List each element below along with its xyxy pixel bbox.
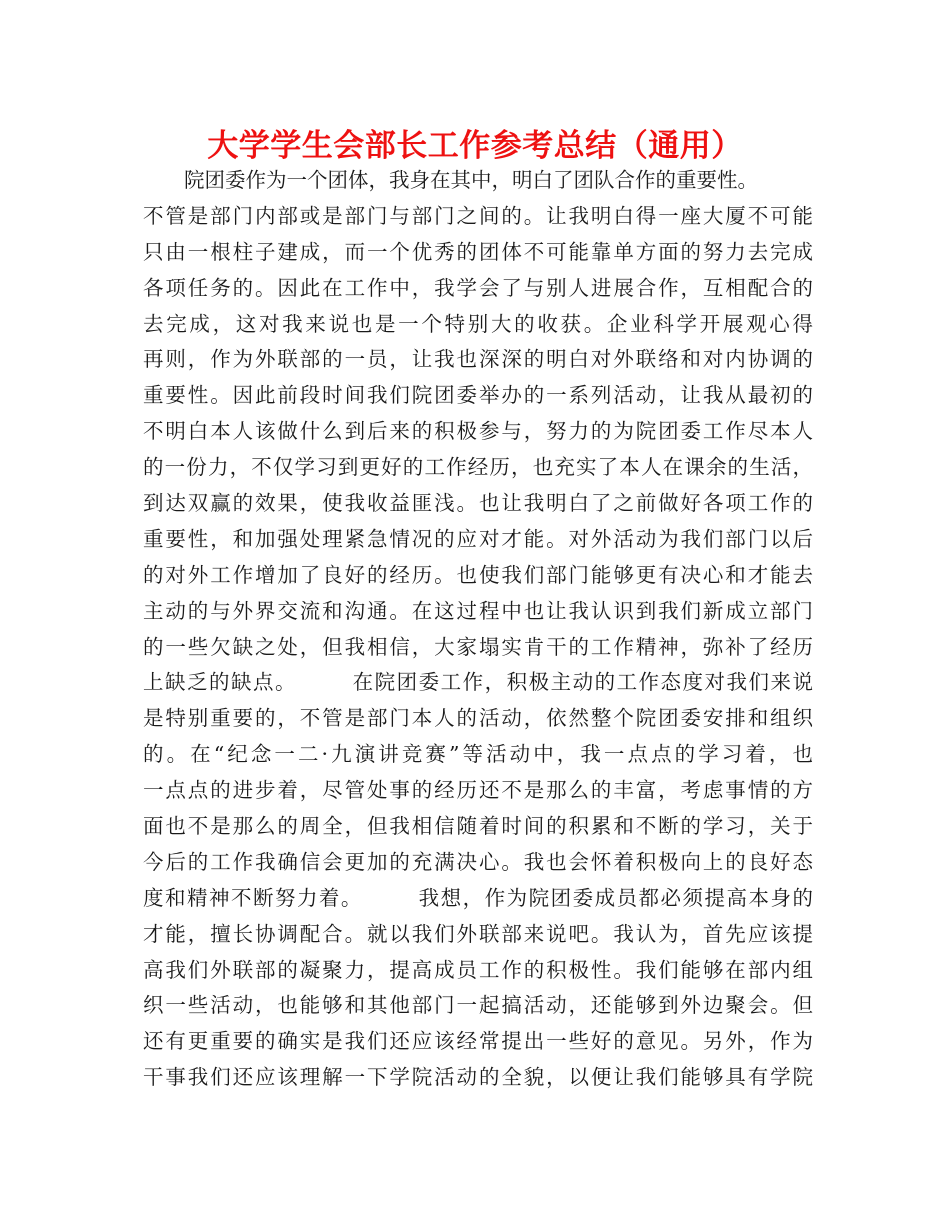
body-line: 去完成，这对我来说也是一个特别大的收获。企业科学开展观心得	[143, 311, 813, 336]
body-line: 的对外工作增加了良好的经历。也使我们部门能够更有决心和才能去	[143, 562, 813, 587]
body-line: 重要性，和加强处理紧急情况的应对才能。对外活动为我们部门以后	[143, 526, 813, 551]
body-line: 是特别重要的，不管是部门本人的活动，依然整个院团委安排和组织	[143, 706, 813, 731]
body-line: 今后的工作我确信会更加的充满决心。我也会怀着积极向上的良好态	[143, 849, 813, 874]
body-line: 一点点的进步着，尽管处事的经历还不是那么的丰富，考虑事情的方	[143, 778, 813, 803]
document-body	[143, 163, 813, 1096]
body-line: 不管是部门内部或是部门与部门之间的。让我明白得一座大厦不可能	[143, 203, 813, 228]
body-line: 再则，作为外联部的一员，让我也深深的明白对外联络和对内协调的	[143, 347, 813, 372]
body-line: 度和精神不断努力着。 我想，作为院团委成员都必须提高本身的	[143, 885, 813, 910]
body-line: 的一份力，不仅学习到更好的工作经历，也充实了本人在课余的生活，	[143, 455, 813, 480]
body-line: 各项任务的。因此在工作中，我学会了与别人进展合作，互相配合的	[143, 275, 813, 300]
body-line: 高我们外联部的凝聚力，提高成员工作的积极性。我们能够在部内组	[143, 957, 813, 982]
body-line: 还有更重要的确实是我们还应该经常提出一些好的意见。另外，作为	[143, 1029, 813, 1054]
body-line: 的一些欠缺之处，但我相信，大家塌实肯干的工作精神，弥补了经历	[143, 634, 813, 659]
body-line: 院团委作为一个团体，我身在其中，明白了团队合作的重要性。	[143, 168, 758, 192]
body-line: 上缺乏的缺点。 在院团委工作，积极主动的工作态度对我们来说	[143, 670, 813, 695]
body-line: 主动的与外界交流和沟通。在这过程中也让我认识到我们新成立部门	[143, 598, 813, 623]
body-line: 不明白本人该做什么到后来的积极参与，努力的为院团委工作尽本人	[143, 419, 813, 444]
body-line: 织一些活动，也能够和其他部门一起搞活动，还能够到外边聚会。但	[143, 993, 813, 1018]
body-line: 只由一根柱子建成，而一个优秀的团体不可能靠单方面的努力去完成	[143, 239, 813, 264]
body-line: 干事我们还应该理解一下学院活动的全貌，以便让我们能够具有学院	[143, 1065, 813, 1090]
document-title: 大学学生会部长工作参考总结（通用）	[207, 128, 743, 164]
body-line: 的。在“纪念一二·九演讲竞赛”等活动中，我一点点的学习着，也	[143, 742, 813, 767]
body-line: 到达双赢的效果，使我收益匪浅。也让我明白了之前做好各项工作的	[143, 491, 813, 516]
body-line: 面也不是那么的周全，但我相信随着时间的积累和不断的学习，关于	[143, 814, 813, 839]
body-line: 才能，擅长协调配合。就以我们外联部来说吧。我认为，首先应该提	[143, 921, 813, 946]
body-line: 重要性。因此前段时间我们院团委举办的一系列活动，让我从最初的	[143, 383, 813, 408]
